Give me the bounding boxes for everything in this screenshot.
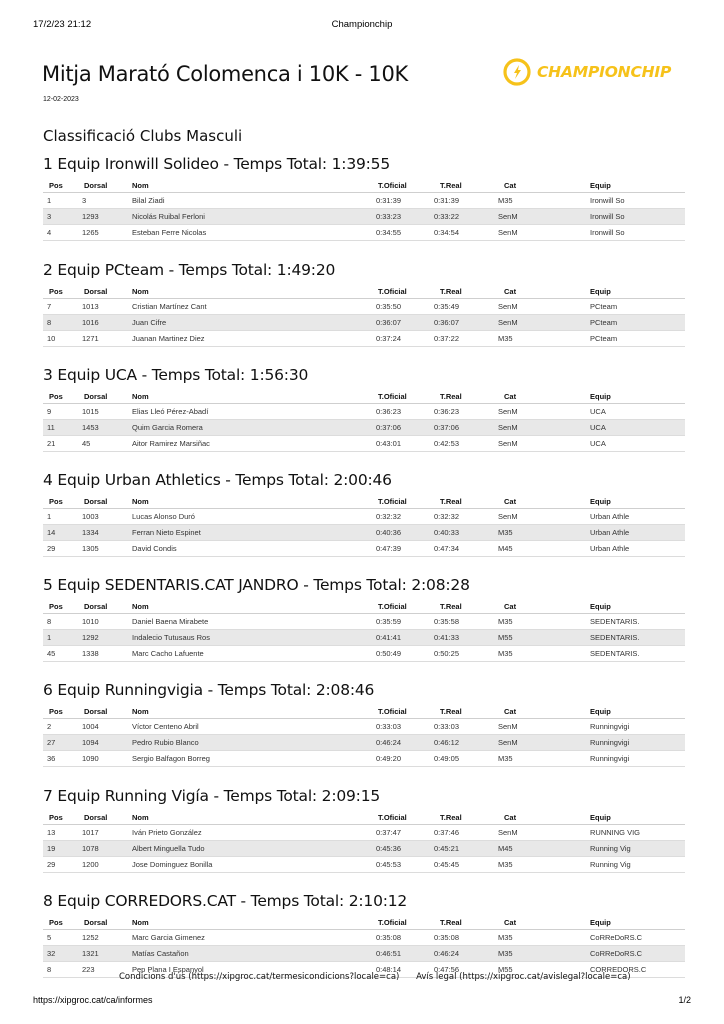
table-cell: 1017 bbox=[82, 825, 132, 841]
table-cell: 0:45:53 bbox=[376, 857, 434, 873]
table-cell: UCA bbox=[590, 420, 685, 436]
table-cell: 0:49:20 bbox=[376, 751, 434, 767]
column-header: Dorsal bbox=[82, 810, 132, 825]
table-cell: 1305 bbox=[82, 541, 132, 557]
table-cell: M35 bbox=[494, 751, 590, 767]
table-cell: Marc Cacho Lafuente bbox=[132, 646, 376, 662]
table-cell: Aitor Ramirez Marsiñac bbox=[132, 436, 376, 452]
results-table bbox=[43, 599, 685, 662]
table-cell: 0:37:06 bbox=[376, 420, 434, 436]
table-row bbox=[43, 614, 685, 630]
table-row bbox=[43, 209, 685, 225]
footer-links bbox=[119, 972, 645, 982]
column-header: Equip bbox=[590, 284, 685, 299]
table-cell: 0:35:49 bbox=[434, 299, 494, 315]
table-cell: 0:45:36 bbox=[376, 841, 434, 857]
column-header: Pos bbox=[43, 704, 82, 719]
team-title: 6 Equip Runningvigia - Temps Total: 2:08:46 bbox=[43, 681, 375, 699]
table-cell: SenM bbox=[494, 209, 590, 225]
table-cell: 8 bbox=[43, 315, 82, 331]
table-cell: Daniel Baena Mirabete bbox=[132, 614, 376, 630]
column-header: Dorsal bbox=[82, 494, 132, 509]
table-row bbox=[43, 630, 685, 646]
table-cell: 1 bbox=[43, 193, 82, 209]
table-cell: 0:42:53 bbox=[434, 436, 494, 452]
table-cell: 27 bbox=[43, 735, 82, 751]
table-cell: 0:33:23 bbox=[376, 209, 434, 225]
table-cell: 1338 bbox=[82, 646, 132, 662]
results-table bbox=[43, 284, 685, 347]
column-header: T.Real bbox=[434, 494, 494, 509]
table-cell: Runningvigi bbox=[590, 751, 685, 767]
conditions-link[interactable]: Condicions d'ús (https://xipgroc.cat/termesicondicions?locale=ca) bbox=[119, 972, 400, 982]
table-cell: 0:35:08 bbox=[376, 930, 434, 946]
table-cell: 1094 bbox=[82, 735, 132, 751]
column-header: T.Oficial bbox=[376, 389, 434, 404]
document-date: 12-02-2023 bbox=[43, 96, 79, 103]
table-cell: 1078 bbox=[82, 841, 132, 857]
table-cell: UCA bbox=[590, 436, 685, 452]
table-cell: 0:40:33 bbox=[434, 525, 494, 541]
table-row bbox=[43, 946, 685, 962]
team-block bbox=[43, 786, 685, 873]
table-cell: 1321 bbox=[82, 946, 132, 962]
column-header: T.Oficial bbox=[376, 178, 434, 193]
table-cell: 0:37:47 bbox=[376, 825, 434, 841]
legal-link[interactable]: Avís legal (https://xipgroc.cat/avislegal?locale=ca) bbox=[416, 972, 631, 982]
column-header: Pos bbox=[43, 915, 82, 930]
table-header-row bbox=[43, 915, 685, 930]
table-cell: 0:32:32 bbox=[434, 509, 494, 525]
table-cell: SEDENTARIS. bbox=[590, 630, 685, 646]
table-cell: 14 bbox=[43, 525, 82, 541]
column-header: Pos bbox=[43, 178, 82, 193]
column-header: Equip bbox=[590, 599, 685, 614]
table-cell: Matías Castañon bbox=[132, 946, 376, 962]
table-cell: SenM bbox=[494, 315, 590, 331]
team-title: 1 Equip Ironwill Solideo - Temps Total: 1:39:55 bbox=[43, 155, 391, 173]
table-cell: 1013 bbox=[82, 299, 132, 315]
table-cell: 0:31:39 bbox=[434, 193, 494, 209]
table-cell: SenM bbox=[494, 225, 590, 241]
table-row bbox=[43, 193, 685, 209]
table-cell: SenM bbox=[494, 509, 590, 525]
column-header: Cat bbox=[494, 599, 590, 614]
table-row bbox=[43, 930, 685, 946]
footer-url: https://xipgroc.cat/ca/informes bbox=[33, 995, 153, 1005]
table-cell: Ferran Nieto Espinet bbox=[132, 525, 376, 541]
column-header: T.Real bbox=[434, 810, 494, 825]
table-cell: 1015 bbox=[82, 404, 132, 420]
table-cell: 0:46:24 bbox=[376, 735, 434, 751]
page-number: 1/2 bbox=[678, 995, 691, 1005]
table-cell: RUNNING VIG bbox=[590, 825, 685, 841]
table-cell: 1016 bbox=[82, 315, 132, 331]
table-cell: 4 bbox=[43, 225, 82, 241]
table-cell: SenM bbox=[494, 299, 590, 315]
column-header: T.Oficial bbox=[376, 284, 434, 299]
results-table bbox=[43, 915, 685, 978]
table-cell: 1265 bbox=[82, 225, 132, 241]
table-cell: 0:37:24 bbox=[376, 331, 434, 347]
table-cell: 0:36:23 bbox=[434, 404, 494, 420]
table-cell: 0:32:32 bbox=[376, 509, 434, 525]
table-cell: 13 bbox=[43, 825, 82, 841]
table-cell: 1003 bbox=[82, 509, 132, 525]
table-cell: SEDENTARIS. bbox=[590, 614, 685, 630]
table-cell: 0:35:59 bbox=[376, 614, 434, 630]
table-cell: Indalecio Tutusaus Ros bbox=[132, 630, 376, 646]
column-header: T.Real bbox=[434, 704, 494, 719]
table-cell: Ironwill So bbox=[590, 209, 685, 225]
table-cell: 1090 bbox=[82, 751, 132, 767]
table-cell: 1010 bbox=[82, 614, 132, 630]
table-header-row bbox=[43, 494, 685, 509]
column-header: T.Oficial bbox=[376, 810, 434, 825]
table-cell: 0:49:05 bbox=[434, 751, 494, 767]
table-cell: 0:40:36 bbox=[376, 525, 434, 541]
table-cell: 0:48:14 bbox=[376, 962, 434, 978]
column-header: Dorsal bbox=[82, 599, 132, 614]
table-cell: M55 bbox=[494, 962, 590, 978]
team-block bbox=[43, 365, 685, 452]
table-cell: M35 bbox=[494, 946, 590, 962]
table-cell: 0:45:21 bbox=[434, 841, 494, 857]
table-row bbox=[43, 735, 685, 751]
table-cell: 0:47:39 bbox=[376, 541, 434, 557]
table-cell: 1004 bbox=[82, 719, 132, 735]
column-header: Equip bbox=[590, 494, 685, 509]
column-header: Dorsal bbox=[82, 915, 132, 930]
team-block bbox=[43, 891, 685, 978]
table-cell: Jose Dominguez Bonilla bbox=[132, 857, 376, 873]
column-header: T.Oficial bbox=[376, 494, 434, 509]
table-cell: PCteam bbox=[590, 331, 685, 347]
table-cell: 36 bbox=[43, 751, 82, 767]
table-cell: 0:46:51 bbox=[376, 946, 434, 962]
table-cell: M35 bbox=[494, 930, 590, 946]
column-header: Dorsal bbox=[82, 284, 132, 299]
table-cell: Urban Athle bbox=[590, 509, 685, 525]
column-header: Pos bbox=[43, 389, 82, 404]
column-header: Equip bbox=[590, 915, 685, 930]
table-row bbox=[43, 719, 685, 735]
table-cell: Nicolás Ruibal Ferloni bbox=[132, 209, 376, 225]
column-header: Pos bbox=[43, 284, 82, 299]
column-header: Dorsal bbox=[82, 704, 132, 719]
table-cell: M35 bbox=[494, 525, 590, 541]
team-title: 4 Equip Urban Athletics - Temps Total: 2:00:46 bbox=[43, 471, 392, 489]
column-header: T.Real bbox=[434, 599, 494, 614]
column-header: Pos bbox=[43, 494, 82, 509]
table-cell: 45 bbox=[82, 436, 132, 452]
table-cell: Runningvigi bbox=[590, 735, 685, 751]
table-cell: M55 bbox=[494, 630, 590, 646]
table-cell: Juan Cifre bbox=[132, 315, 376, 331]
table-row bbox=[43, 315, 685, 331]
table-cell: 3 bbox=[82, 193, 132, 209]
table-cell: Esteban Ferre Nicolas bbox=[132, 225, 376, 241]
table-cell: Quim Garcia Romera bbox=[132, 420, 376, 436]
print-title: Championchip bbox=[331, 19, 393, 30]
column-header: T.Real bbox=[434, 915, 494, 930]
column-header: Nom bbox=[132, 284, 376, 299]
table-row bbox=[43, 525, 685, 541]
table-cell: 5 bbox=[43, 930, 82, 946]
table-row bbox=[43, 299, 685, 315]
logo-text: CHAMPIONCHIP bbox=[537, 63, 672, 81]
table-header-row bbox=[43, 389, 685, 404]
table-cell: Running Vig bbox=[590, 857, 685, 873]
results-table bbox=[43, 810, 685, 873]
table-cell: 0:41:41 bbox=[376, 630, 434, 646]
table-cell: PCteam bbox=[590, 299, 685, 315]
table-cell: SEDENTARIS. bbox=[590, 646, 685, 662]
table-cell: 7 bbox=[43, 299, 82, 315]
column-header: Nom bbox=[132, 494, 376, 509]
table-cell: 29 bbox=[43, 541, 82, 557]
results-table bbox=[43, 494, 685, 557]
table-cell: 0:36:23 bbox=[376, 404, 434, 420]
table-row bbox=[43, 420, 685, 436]
team-block bbox=[43, 154, 685, 241]
column-header: Nom bbox=[132, 178, 376, 193]
table-cell: M35 bbox=[494, 614, 590, 630]
table-cell: 0:37:06 bbox=[434, 420, 494, 436]
column-header: Cat bbox=[494, 494, 590, 509]
table-cell: 0:33:03 bbox=[434, 719, 494, 735]
table-cell: Ironwill So bbox=[590, 193, 685, 209]
table-cell: 0:47:34 bbox=[434, 541, 494, 557]
team-title: 3 Equip UCA - Temps Total: 1:56:30 bbox=[43, 366, 309, 384]
table-cell: 1453 bbox=[82, 420, 132, 436]
column-header: Cat bbox=[494, 284, 590, 299]
column-header: Dorsal bbox=[82, 178, 132, 193]
table-cell: Pedro Rubio Blanco bbox=[132, 735, 376, 751]
championchip-logo bbox=[503, 56, 683, 88]
table-cell: Bilal Ziadi bbox=[132, 193, 376, 209]
table-cell: 29 bbox=[43, 857, 82, 873]
results-table bbox=[43, 389, 685, 452]
table-cell: Pep Plana I Espanyol bbox=[132, 962, 376, 978]
table-cell: 1292 bbox=[82, 630, 132, 646]
table-cell: 223 bbox=[82, 962, 132, 978]
table-cell: 0:35:08 bbox=[434, 930, 494, 946]
table-cell: 0:36:07 bbox=[434, 315, 494, 331]
team-block bbox=[43, 575, 685, 662]
table-cell: 0:34:54 bbox=[434, 225, 494, 241]
table-cell: SenM bbox=[494, 404, 590, 420]
column-header: Dorsal bbox=[82, 389, 132, 404]
table-cell: 8 bbox=[43, 962, 82, 978]
table-cell: M45 bbox=[494, 841, 590, 857]
table-cell: 0:36:07 bbox=[376, 315, 434, 331]
table-cell: 2 bbox=[43, 719, 82, 735]
table-cell: 1293 bbox=[82, 209, 132, 225]
table-cell: Urban Athle bbox=[590, 525, 685, 541]
table-cell: 0:47:56 bbox=[434, 962, 494, 978]
table-row bbox=[43, 841, 685, 857]
table-cell: 3 bbox=[43, 209, 82, 225]
table-cell: PCteam bbox=[590, 315, 685, 331]
table-row bbox=[43, 225, 685, 241]
team-title: 7 Equip Running Vigía - Temps Total: 2:09:15 bbox=[43, 787, 381, 805]
table-cell: Lucas Alonso Duró bbox=[132, 509, 376, 525]
table-cell: Runningvigi bbox=[590, 719, 685, 735]
table-cell: 8 bbox=[43, 614, 82, 630]
table-cell: 45 bbox=[43, 646, 82, 662]
table-row bbox=[43, 541, 685, 557]
table-cell: 0:33:22 bbox=[434, 209, 494, 225]
table-cell: 0:45:45 bbox=[434, 857, 494, 873]
column-header: T.Oficial bbox=[376, 704, 434, 719]
table-cell: Ironwill So bbox=[590, 225, 685, 241]
table-cell: 9 bbox=[43, 404, 82, 420]
table-cell: 0:50:49 bbox=[376, 646, 434, 662]
table-header-row bbox=[43, 810, 685, 825]
table-cell: SenM bbox=[494, 719, 590, 735]
column-header: Cat bbox=[494, 704, 590, 719]
table-cell: 0:46:24 bbox=[434, 946, 494, 962]
table-cell: CORREDORS.C bbox=[590, 962, 685, 978]
column-header: Equip bbox=[590, 810, 685, 825]
table-header-row bbox=[43, 178, 685, 193]
table-cell: 0:43:01 bbox=[376, 436, 434, 452]
team-title: 2 Equip PCteam - Temps Total: 1:49:20 bbox=[43, 261, 336, 279]
table-cell: M45 bbox=[494, 541, 590, 557]
column-header: T.Oficial bbox=[376, 599, 434, 614]
table-cell: Running Vig bbox=[590, 841, 685, 857]
table-cell: SenM bbox=[494, 825, 590, 841]
column-header: Nom bbox=[132, 704, 376, 719]
table-cell: Víctor Centeno Abril bbox=[132, 719, 376, 735]
team-title: 8 Equip CORREDORS.CAT - Temps Total: 2:10:12 bbox=[43, 892, 408, 910]
table-cell: 32 bbox=[43, 946, 82, 962]
table-cell: 0:31:39 bbox=[376, 193, 434, 209]
table-row bbox=[43, 751, 685, 767]
column-header: Equip bbox=[590, 389, 685, 404]
table-header-row bbox=[43, 284, 685, 299]
document-title: Mitja Marató Colomenca i 10K - 10K bbox=[42, 62, 409, 86]
table-cell: Urban Athle bbox=[590, 541, 685, 557]
table-cell: UCA bbox=[590, 404, 685, 420]
table-cell: Sergio Balfagon Borreg bbox=[132, 751, 376, 767]
table-cell: Marc Garcia Gimenez bbox=[132, 930, 376, 946]
team-block bbox=[43, 260, 685, 347]
championchip-logo-icon bbox=[503, 58, 531, 86]
table-row bbox=[43, 646, 685, 662]
table-cell: 1200 bbox=[82, 857, 132, 873]
table-cell: CoRReDoRS.C bbox=[590, 930, 685, 946]
column-header: Nom bbox=[132, 915, 376, 930]
table-cell: 11 bbox=[43, 420, 82, 436]
table-header-row bbox=[43, 704, 685, 719]
table-cell: David Condis bbox=[132, 541, 376, 557]
team-block bbox=[43, 680, 685, 767]
table-cell: 1 bbox=[43, 509, 82, 525]
table-row bbox=[43, 509, 685, 525]
table-cell: SenM bbox=[494, 735, 590, 751]
column-header: Equip bbox=[590, 178, 685, 193]
column-header: Pos bbox=[43, 810, 82, 825]
column-header: T.Real bbox=[434, 389, 494, 404]
table-cell: Juanan Martinez Diez bbox=[132, 331, 376, 347]
table-cell: 10 bbox=[43, 331, 82, 347]
results-table bbox=[43, 704, 685, 767]
column-header: Nom bbox=[132, 599, 376, 614]
table-row bbox=[43, 857, 685, 873]
table-cell: M35 bbox=[494, 857, 590, 873]
table-row bbox=[43, 404, 685, 420]
column-header: Nom bbox=[132, 389, 376, 404]
table-cell: Albert Minguella Tudo bbox=[132, 841, 376, 857]
section-title: Classificació Clubs Masculi bbox=[43, 127, 243, 145]
table-cell: 0:41:33 bbox=[434, 630, 494, 646]
column-header: Nom bbox=[132, 810, 376, 825]
column-header: Cat bbox=[494, 178, 590, 193]
table-cell: 0:50:25 bbox=[434, 646, 494, 662]
table-cell: M35 bbox=[494, 331, 590, 347]
table-cell: Iván Prieto González bbox=[132, 825, 376, 841]
table-cell: 1271 bbox=[82, 331, 132, 347]
column-header: Equip bbox=[590, 704, 685, 719]
table-cell: 1 bbox=[43, 630, 82, 646]
table-cell: 0:37:22 bbox=[434, 331, 494, 347]
print-datetime: 17/2/23 21:12 bbox=[33, 19, 92, 30]
table-cell: SenM bbox=[494, 420, 590, 436]
table-cell: M35 bbox=[494, 193, 590, 209]
column-header: Pos bbox=[43, 599, 82, 614]
table-cell: Elias Lleó Pérez-Abadí bbox=[132, 404, 376, 420]
column-header: T.Real bbox=[434, 284, 494, 299]
table-cell: 1334 bbox=[82, 525, 132, 541]
table-row bbox=[43, 825, 685, 841]
table-header-row bbox=[43, 599, 685, 614]
column-header: Cat bbox=[494, 915, 590, 930]
table-cell: 19 bbox=[43, 841, 82, 857]
table-cell: 0:35:50 bbox=[376, 299, 434, 315]
table-cell: SenM bbox=[494, 436, 590, 452]
table-cell: M35 bbox=[494, 646, 590, 662]
table-cell: CoRReDoRS.C bbox=[590, 946, 685, 962]
results-table bbox=[43, 178, 685, 241]
table-cell: 1252 bbox=[82, 930, 132, 946]
table-cell: 0:33:03 bbox=[376, 719, 434, 735]
table-cell: 0:46:12 bbox=[434, 735, 494, 751]
column-header: T.Real bbox=[434, 178, 494, 193]
column-header: Cat bbox=[494, 810, 590, 825]
column-header: Cat bbox=[494, 389, 590, 404]
table-cell: 0:35:58 bbox=[434, 614, 494, 630]
table-row bbox=[43, 436, 685, 452]
column-header: T.Oficial bbox=[376, 915, 434, 930]
table-cell: Cristian Martínez Cant bbox=[132, 299, 376, 315]
table-cell: 0:34:55 bbox=[376, 225, 434, 241]
table-row bbox=[43, 331, 685, 347]
table-cell: 0:37:46 bbox=[434, 825, 494, 841]
table-cell: 21 bbox=[43, 436, 82, 452]
team-title: 5 Equip SEDENTARIS.CAT JANDRO - Temps Total: 2:08:28 bbox=[43, 576, 470, 594]
team-block bbox=[43, 470, 685, 557]
